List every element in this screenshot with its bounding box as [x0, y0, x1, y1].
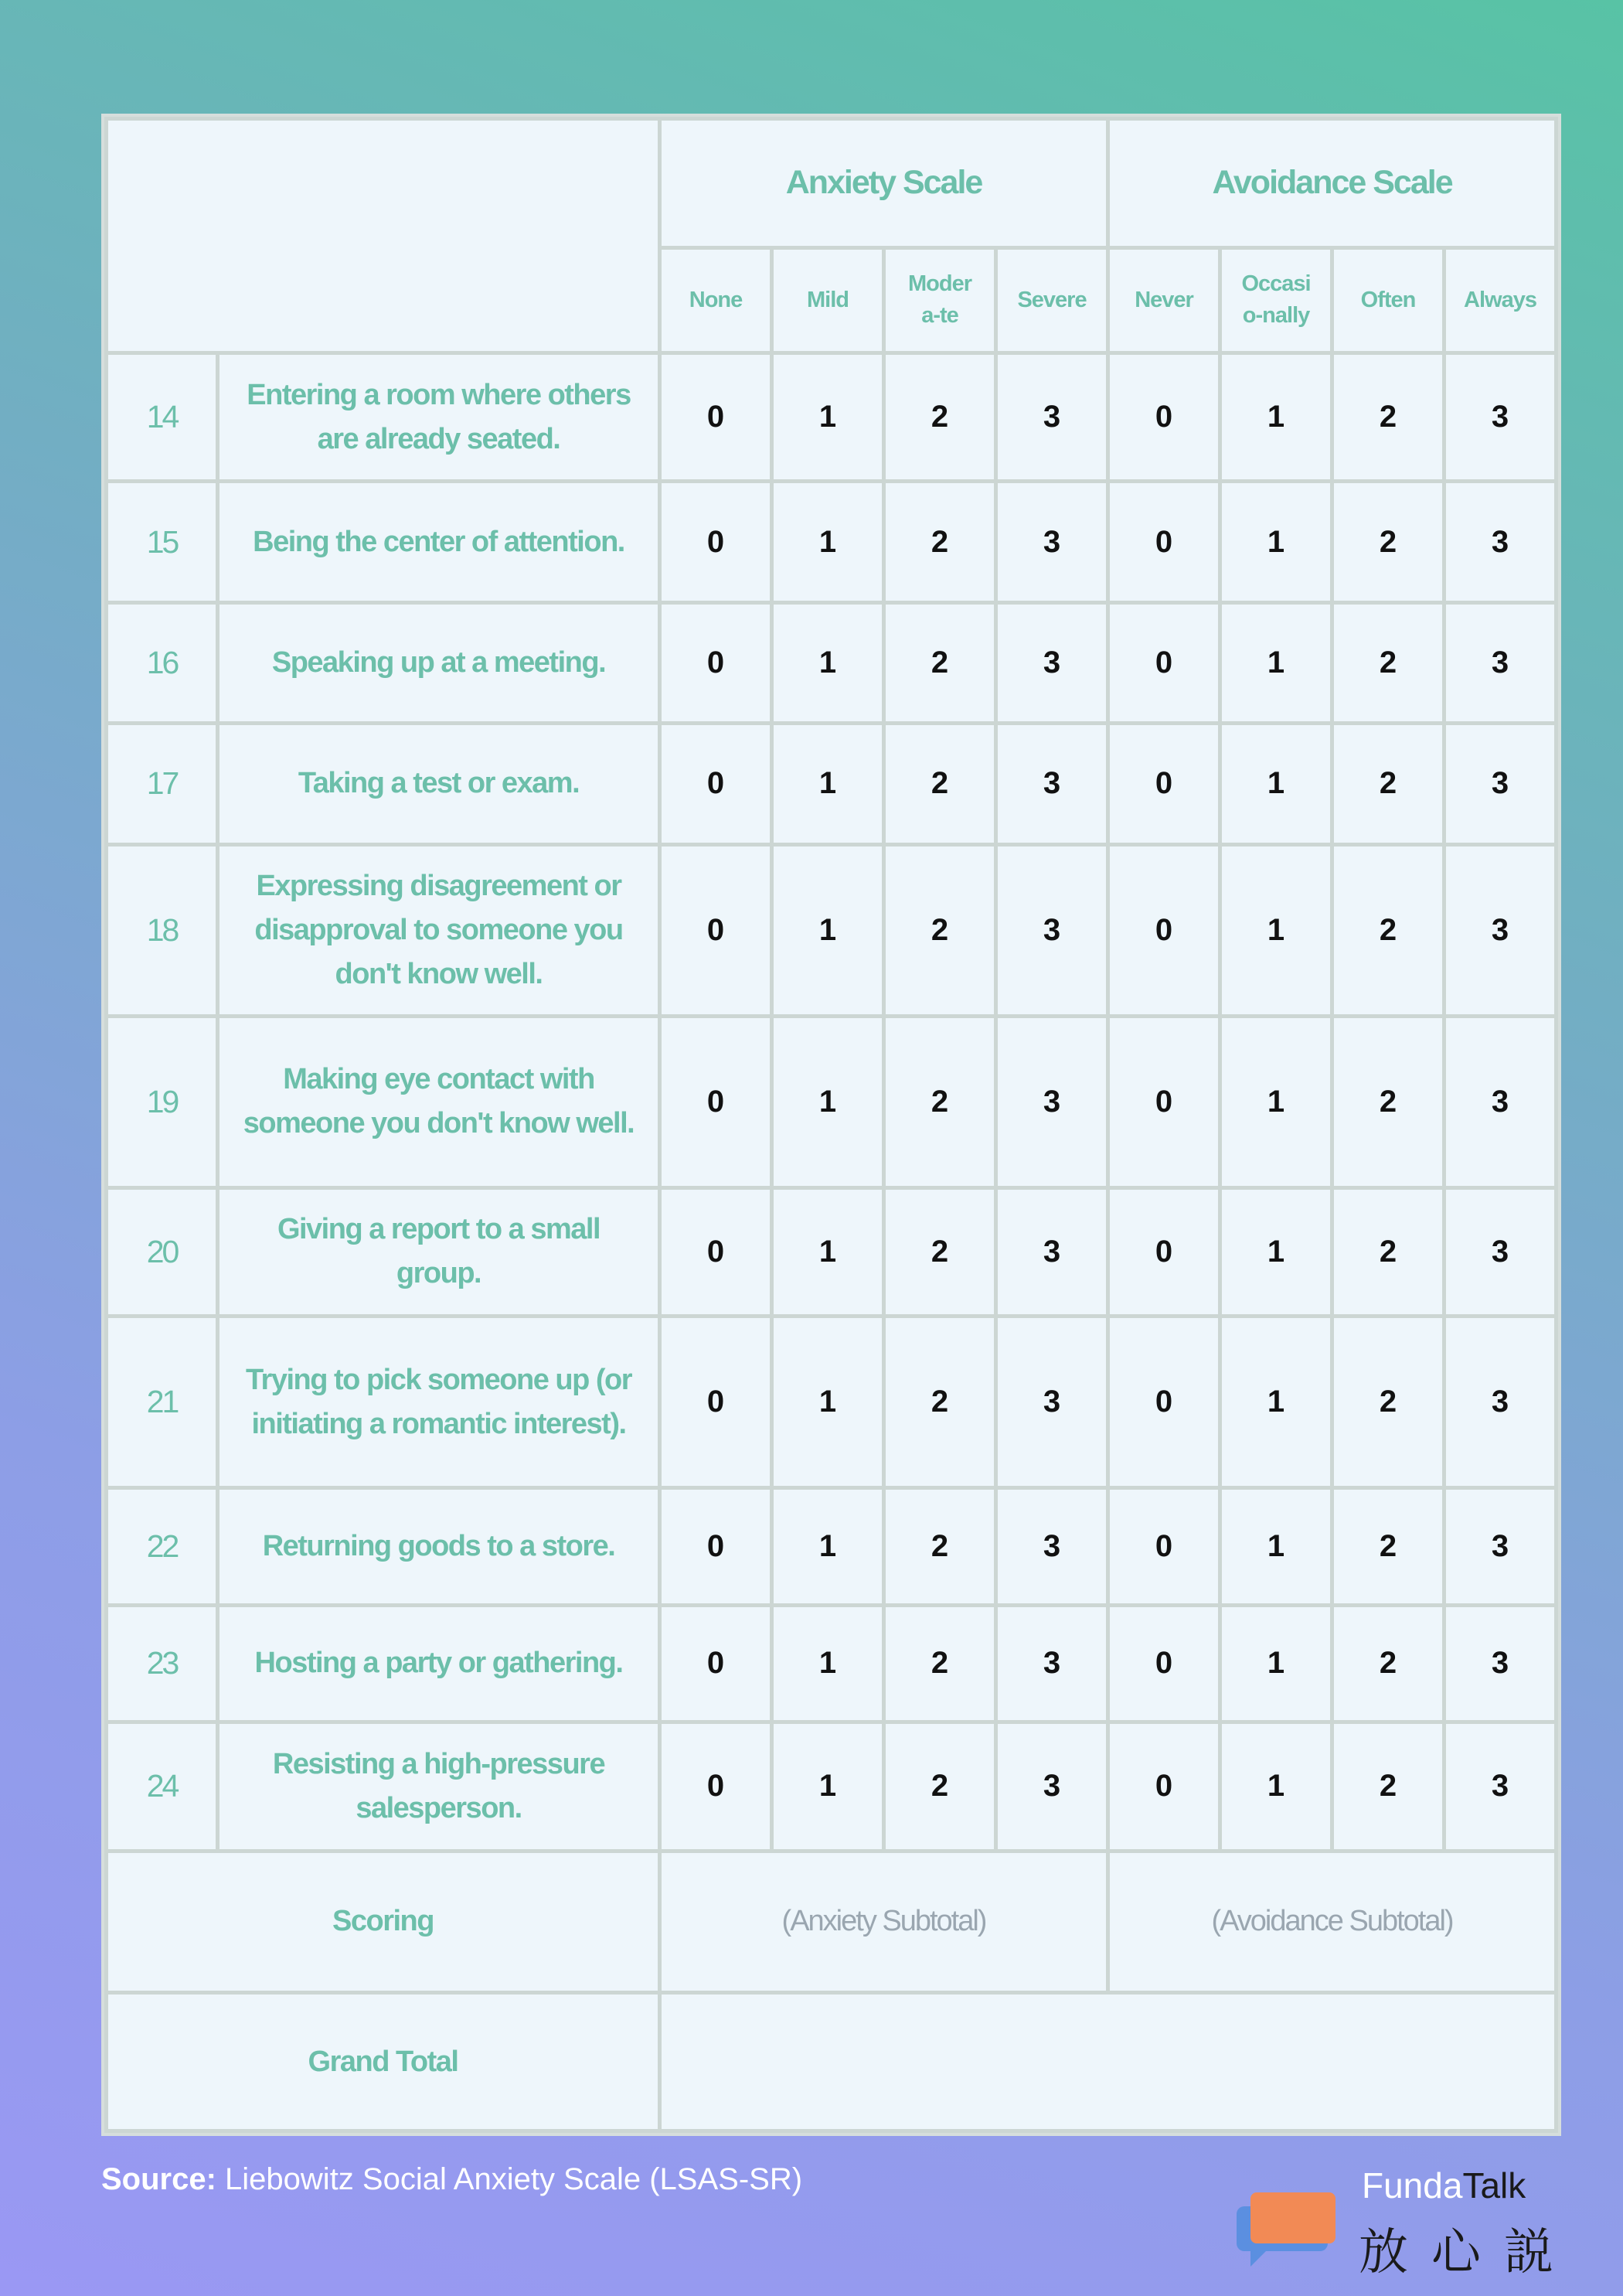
questionnaire-sheet: [101, 114, 1561, 2136]
item-number: 24: [108, 1724, 216, 1849]
item-label: Being the center of attention.: [219, 483, 658, 600]
item-number: 17: [108, 725, 216, 842]
avoidance-score-option: 1: [1222, 1190, 1330, 1315]
anxiety-score-option: 1: [774, 1018, 882, 1186]
anxiety-score-option: 3: [998, 725, 1106, 842]
anxiety-score-option: 1: [774, 1490, 882, 1603]
avoidance-score-option: 3: [1446, 483, 1554, 600]
avoidance-score-option: 0: [1110, 1490, 1218, 1603]
item-row: [108, 1607, 1554, 1720]
item-number: 22: [108, 1490, 216, 1603]
item-row: [108, 1190, 1554, 1315]
anxiety-level-header: Severe: [998, 250, 1106, 351]
item-number: 21: [108, 1318, 216, 1486]
avoidance-score-option: 3: [1446, 355, 1554, 480]
avoidance-score-option: 2: [1334, 1018, 1442, 1186]
item-row: [108, 725, 1554, 842]
anxiety-score-option: 3: [998, 1018, 1106, 1186]
avoidance-score-option: 1: [1222, 355, 1330, 480]
avoidance-score-option: 2: [1334, 1190, 1442, 1315]
anxiety-score-option: 2: [886, 1490, 994, 1603]
item-label: Taking a test or exam.: [219, 725, 658, 842]
avoidance-score-option: 3: [1446, 1018, 1554, 1186]
anxiety-score-option: 0: [662, 1607, 770, 1720]
logo-chinese: 放心説: [1359, 2224, 1577, 2281]
avoidance-score-option: 2: [1334, 355, 1442, 480]
avoidance-score-option: 0: [1110, 355, 1218, 480]
anxiety-score-option: 1: [774, 1724, 882, 1849]
header-blank-cell: [108, 121, 658, 351]
avoidance-score-option: 2: [1334, 1490, 1442, 1603]
item-row: [108, 1018, 1554, 1186]
anxiety-score-option: 0: [662, 1318, 770, 1486]
anxiety-score-option: 3: [998, 1190, 1106, 1315]
avoidance-score-option: 0: [1110, 1724, 1218, 1849]
anxiety-score-option: 3: [998, 483, 1106, 600]
item-number: 18: [108, 847, 216, 1014]
anxiety-score-option: 0: [662, 1190, 770, 1315]
anxiety-score-option: 3: [998, 1607, 1106, 1720]
anxiety-score-option: 0: [662, 605, 770, 721]
anxiety-score-option: 3: [998, 1490, 1106, 1603]
item-label: Expressing disagreement or disapproval to someone you don't know well.: [219, 847, 658, 1014]
avoidance-score-option: 3: [1446, 847, 1554, 1014]
anxiety-score-option: 0: [662, 847, 770, 1014]
avoidance-score-option: 1: [1222, 1607, 1330, 1720]
item-row: [108, 355, 1554, 480]
avoidance-score-option: 3: [1446, 605, 1554, 721]
anxiety-score-option: 1: [774, 847, 882, 1014]
avoidance-score-option: 3: [1446, 1190, 1554, 1315]
avoidance-score-option: 1: [1222, 725, 1330, 842]
logo-word-dark: Talk: [1462, 2165, 1526, 2206]
anxiety-score-option: 1: [774, 483, 882, 600]
avoidance-score-option: 3: [1446, 725, 1554, 842]
anxiety-score-option: 0: [662, 1490, 770, 1603]
anxiety-score-option: 0: [662, 355, 770, 480]
grand-total-cell: [662, 1995, 1554, 2129]
avoidance-level-header: Never: [1110, 250, 1218, 351]
item-row: [108, 1490, 1554, 1603]
avoidance-score-option: 0: [1110, 1318, 1218, 1486]
source-note: [101, 2162, 802, 2197]
avoidance-score-option: 1: [1222, 1018, 1330, 1186]
anxiety-score-option: 3: [998, 847, 1106, 1014]
item-label: Hosting a party or gathering.: [219, 1607, 658, 1720]
avoidance-level-header: Often: [1334, 250, 1442, 351]
avoidance-score-option: 3: [1446, 1490, 1554, 1603]
avoidance-score-option: 2: [1334, 1318, 1442, 1486]
anxiety-score-option: 0: [662, 483, 770, 600]
avoidance-score-option: 2: [1334, 1607, 1442, 1720]
item-label: Resisting a high-pressure salesperson.: [219, 1724, 658, 1849]
item-row: [108, 605, 1554, 721]
item-row: [108, 483, 1554, 600]
anxiety-score-option: 2: [886, 355, 994, 480]
item-number: 20: [108, 1190, 216, 1315]
anxiety-score-option: 3: [998, 355, 1106, 480]
anxiety-score-option: 0: [662, 725, 770, 842]
avoidance-level-header: Always: [1446, 250, 1554, 351]
anxiety-score-option: 3: [998, 1318, 1106, 1486]
avoidance-subtotal-cell: (Avoidance Subtotal): [1110, 1853, 1554, 1991]
anxiety-level-header: Mild: [774, 250, 882, 351]
anxiety-score-option: 0: [662, 1724, 770, 1849]
item-label: Returning goods to a store.: [219, 1490, 658, 1603]
anxiety-scale-header: Anxiety Scale: [662, 121, 1106, 246]
item-number: 15: [108, 483, 216, 600]
avoidance-score-option: 2: [1334, 725, 1442, 842]
avoidance-score-option: 2: [1334, 605, 1442, 721]
item-number: 14: [108, 355, 216, 480]
anxiety-score-option: 1: [774, 1318, 882, 1486]
anxiety-score-option: 2: [886, 1190, 994, 1315]
avoidance-score-option: 0: [1110, 1607, 1218, 1720]
anxiety-score-option: 1: [774, 355, 882, 480]
anxiety-score-option: 1: [774, 1190, 882, 1315]
avoidance-score-option: 1: [1222, 1724, 1330, 1849]
logo-wordmark: [1362, 2165, 1526, 2206]
item-row: [108, 847, 1554, 1014]
avoidance-score-option: 0: [1110, 725, 1218, 842]
speech-bubbles-icon: [1237, 2192, 1337, 2270]
avoidance-score-option: 0: [1110, 1018, 1218, 1186]
item-label: Entering a room where others are already seated.: [219, 355, 658, 480]
anxiety-score-option: 2: [886, 1318, 994, 1486]
anxiety-score-option: 0: [662, 1018, 770, 1186]
anxiety-score-option: 2: [886, 725, 994, 842]
anxiety-score-option: 2: [886, 847, 994, 1014]
item-number: 19: [108, 1018, 216, 1186]
grand-total-label: Grand Total: [108, 1995, 658, 2129]
avoidance-level-header: Occasi o-nally: [1222, 250, 1330, 351]
avoidance-score-option: 0: [1110, 847, 1218, 1014]
avoidance-score-option: 1: [1222, 1490, 1330, 1603]
anxiety-level-header: None: [662, 250, 770, 351]
scoring-label: Scoring: [108, 1853, 658, 1991]
avoidance-score-option: 3: [1446, 1724, 1554, 1849]
item-label: Giving a report to a small group.: [219, 1190, 658, 1315]
item-number: 23: [108, 1607, 216, 1720]
anxiety-score-option: 2: [886, 1724, 994, 1849]
logo-word-light: Funda: [1362, 2165, 1463, 2206]
avoidance-score-option: 3: [1446, 1318, 1554, 1486]
source-text: Liebowitz Social Anxiety Scale (LSAS-SR): [216, 2162, 803, 2196]
avoidance-score-option: 1: [1222, 483, 1330, 600]
anxiety-score-option: 2: [886, 605, 994, 721]
item-number: 16: [108, 605, 216, 721]
item-label: Speaking up at a meeting.: [219, 605, 658, 721]
avoidance-score-option: 2: [1334, 483, 1442, 600]
avoidance-score-option: 0: [1110, 483, 1218, 600]
item-row: [108, 1318, 1554, 1486]
avoidance-score-option: 2: [1334, 847, 1442, 1014]
avoidance-score-option: 2: [1334, 1724, 1442, 1849]
avoidance-score-option: 0: [1110, 1190, 1218, 1315]
anxiety-score-option: 1: [774, 1607, 882, 1720]
anxiety-score-option: 1: [774, 605, 882, 721]
avoidance-score-option: 1: [1222, 605, 1330, 721]
anxiety-score-option: 2: [886, 1018, 994, 1186]
anxiety-subtotal-cell: (Anxiety Subtotal): [662, 1853, 1106, 1991]
avoidance-scale-header: Avoidance Scale: [1110, 121, 1554, 246]
fundatalk-logo: [1229, 2165, 1577, 2281]
avoidance-score-option: 0: [1110, 605, 1218, 721]
anxiety-score-option: 3: [998, 605, 1106, 721]
anxiety-score-option: 3: [998, 1724, 1106, 1849]
anxiety-level-header: Moder a-te: [886, 250, 994, 351]
avoidance-score-option: 1: [1222, 847, 1330, 1014]
item-label: Trying to pick someone up (or initiating a romantic interest).: [219, 1318, 658, 1486]
item-label: Making eye contact with someone you don't know well.: [219, 1018, 658, 1186]
avoidance-score-option: 3: [1446, 1607, 1554, 1720]
item-row: [108, 1724, 1554, 1849]
anxiety-score-option: 2: [886, 1607, 994, 1720]
avoidance-score-option: 1: [1222, 1318, 1330, 1486]
lsas-table: [104, 117, 1558, 2133]
anxiety-score-option: 2: [886, 483, 994, 600]
source-label: Source:: [101, 2162, 216, 2196]
anxiety-score-option: 1: [774, 725, 882, 842]
